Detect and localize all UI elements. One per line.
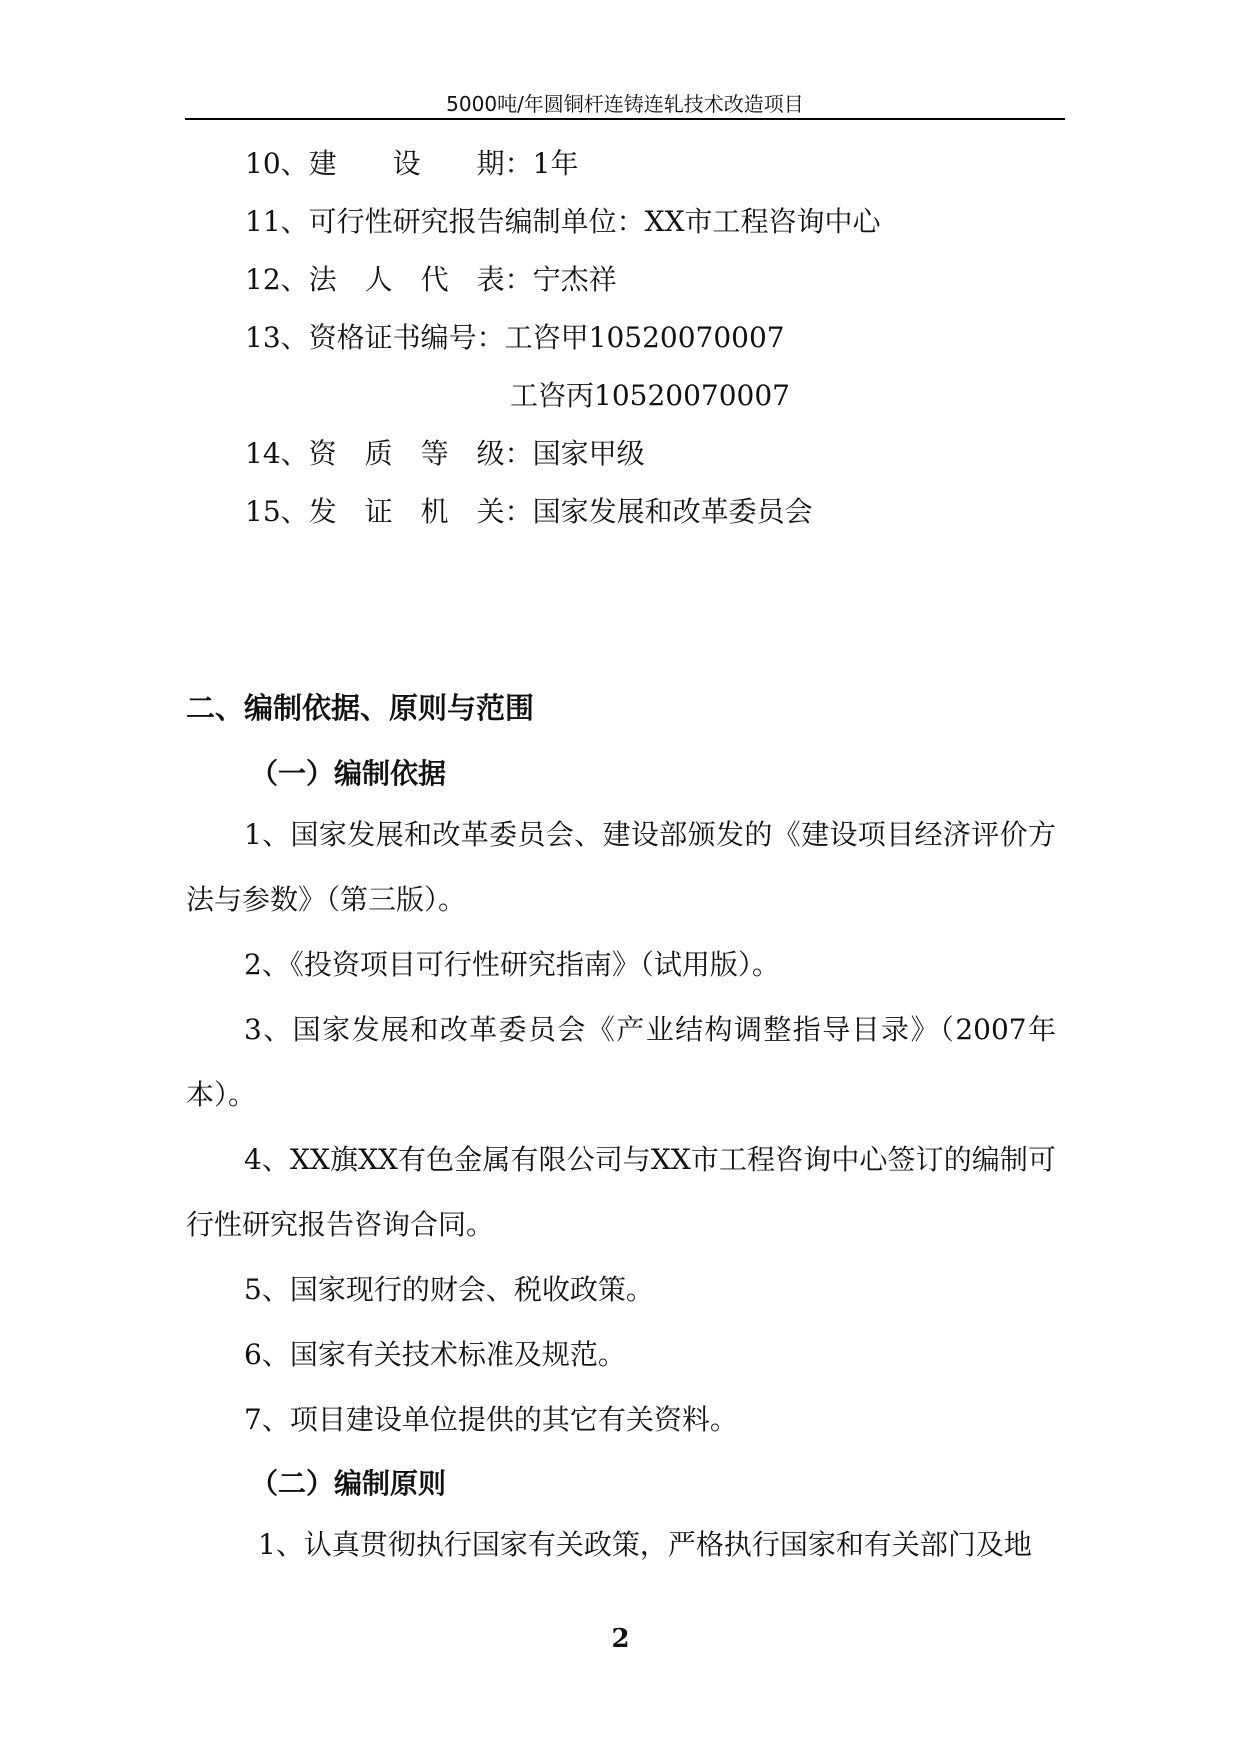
info-value: 宁杰祥 <box>532 263 617 296</box>
info-label: 资格证书编号： <box>308 321 505 354</box>
section-heading: 二、编制依据、原则与范围 <box>186 691 535 725</box>
info-item-issuing-authority <box>245 495 813 528</box>
info-item-report-compiler <box>245 205 881 238</box>
info-label: 可行性研究报告编制单位： <box>308 205 645 238</box>
list-item: 3、国家发展和改革委员会《产业结构调整指导目录》（2007年本）。 <box>186 1013 1056 1111</box>
header-divider <box>185 118 1065 120</box>
list-item: 6、国家有关技术标准及规范。 <box>244 1338 626 1371</box>
subsection-heading-basis: （一）编制依据 <box>250 757 447 790</box>
page-number: 2 <box>611 1624 630 1654</box>
info-item-construction-period <box>245 147 579 180</box>
list-item: 1、国家发展和改革委员会、建设部颁发的《建设项目经济评价方法与参数》（第三版）。 <box>186 818 1056 916</box>
info-label: 建 设 期： <box>308 147 533 180</box>
info-number: 11、 <box>245 205 309 238</box>
info-label: 发 证 机 关： <box>308 495 533 528</box>
info-label: 资 质 等 级： <box>308 437 533 470</box>
info-item-qualification-grade <box>245 437 645 470</box>
info-value: 工咨甲10520070007 <box>504 321 785 354</box>
info-number: 14、 <box>245 437 309 470</box>
list-item: 7、项目建设单位提供的其它有关资料。 <box>244 1403 738 1436</box>
subsection-heading-principles: （二）编制原则 <box>250 1467 447 1500</box>
info-value: XX市工程咨询中心 <box>644 205 881 238</box>
list-item: 5、国家现行的财会、税收政策。 <box>244 1273 654 1306</box>
info-number: 15、 <box>245 495 309 528</box>
header-title: 5000吨/年圆铜杆连铸连轧技术改造项目 <box>446 92 804 116</box>
info-value: 工咨丙10520070007 <box>510 379 790 412</box>
list-item: 1、认真贯彻执行国家有关政策，严格执行国家和有关部门及地 <box>258 1528 1032 1561</box>
info-number: 10、 <box>245 147 309 180</box>
info-item-legal-representative <box>245 263 617 296</box>
info-value: 1年 <box>532 147 579 180</box>
info-label: 法 人 代 表： <box>308 263 533 296</box>
info-number: 12、 <box>245 263 309 296</box>
info-value: 国家发展和改革委员会 <box>532 495 813 528</box>
list-item: 2、《投资项目可行性研究指南》（试用版）。 <box>244 948 780 981</box>
info-item-certificate-number-2 <box>510 379 790 412</box>
info-value: 国家甲级 <box>532 437 645 470</box>
list-item: 4、XX旗XX有色金属有限公司与XX市工程咨询中心签订的编制可行性研究报告咨询合同。 <box>186 1143 1056 1241</box>
info-item-certificate-number <box>245 321 785 354</box>
info-number: 13、 <box>245 321 309 354</box>
